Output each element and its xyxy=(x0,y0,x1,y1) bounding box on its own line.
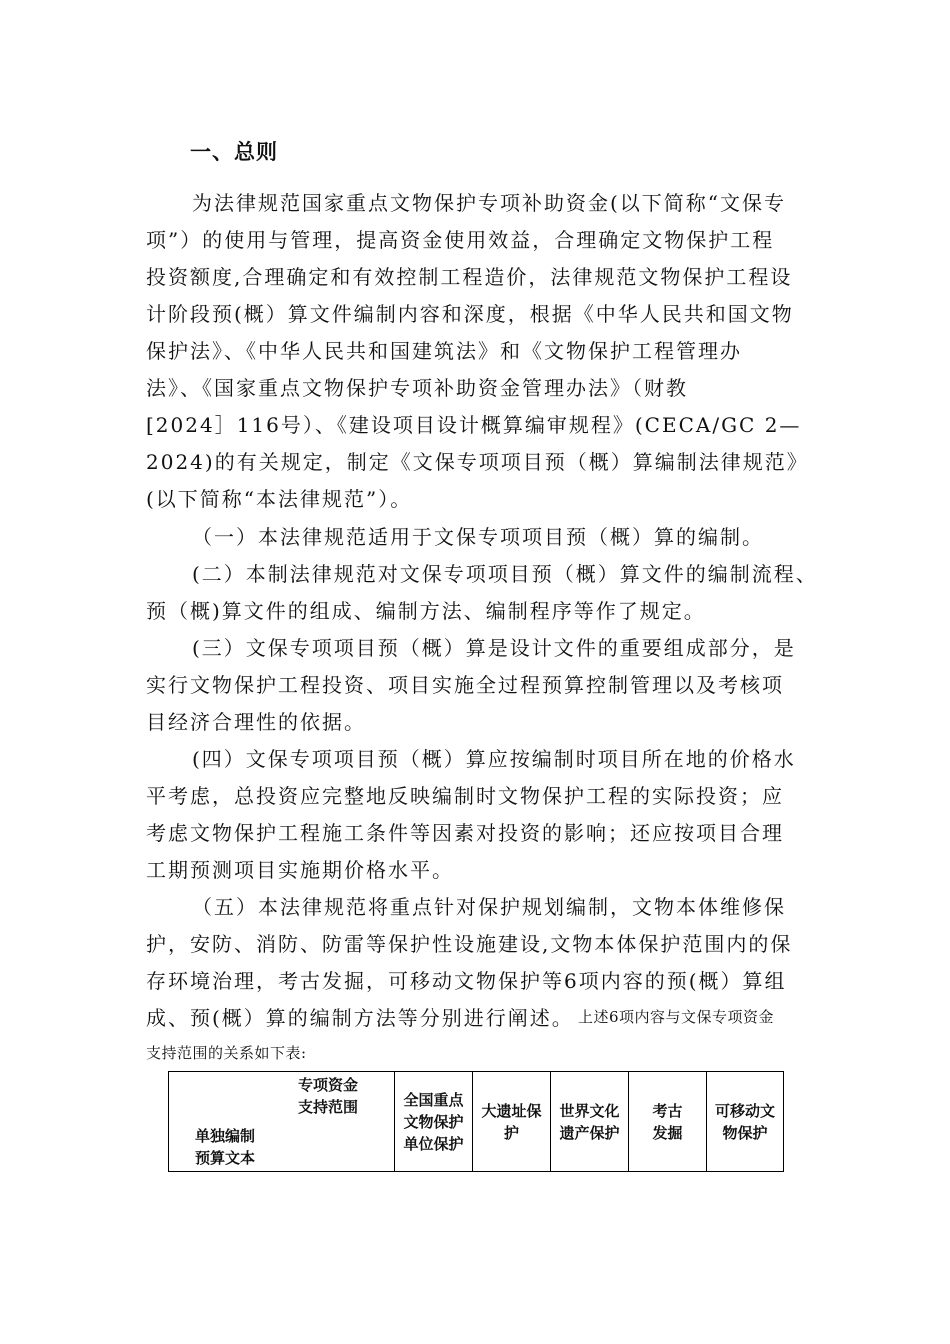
paragraph-line: 成、预(概）算的编制方法等分别进行阐述。 xyxy=(146,1006,574,1030)
funding-scope-table xyxy=(168,1071,784,1172)
paragraph-line: 考虑文物保护工程施工条件等因素对投资的影响；还应按项目合理 xyxy=(146,821,784,845)
section-heading: 一、总则 xyxy=(190,140,278,164)
table-corner-cell xyxy=(169,1072,395,1172)
paragraph-line: 项”）的使用与管理，提高资金使用效益，合理确定文物保护工程 xyxy=(146,228,775,252)
paragraph-line: (二）本制法律规范对文保专项项目预（概）算文件的编制流程、 xyxy=(192,562,818,586)
table-intro: 支持范围的关系如下表: xyxy=(146,1044,307,1062)
paragraph-line: 平考虑，总投资应完整地反映编制时文物保护工程的实际投资；应 xyxy=(146,784,784,808)
table-column-header xyxy=(551,1072,629,1172)
paragraph-line: 为法律规范国家重点文物保护专项补助资金(以下简称“文保专 xyxy=(192,191,787,215)
paragraph-line: 工期预测项目实施期价格水平。 xyxy=(146,858,454,882)
column-label: 大遗址保护 xyxy=(481,1101,542,1142)
table-column-header xyxy=(395,1072,473,1172)
column-label: 考古发掘 xyxy=(652,1101,683,1142)
paragraph-line: [2024］116号）、《建设项目设计概算编审规程》(CECA/GC 2— xyxy=(146,413,802,437)
paragraph-line: 预（概)算文件的组成、编制方法、编制程序等作了规定。 xyxy=(146,599,706,623)
paragraph-line: （一）本法律规范适用于文保专项项目预（概）算的编制。 xyxy=(192,525,764,549)
paragraph-line: (四）文保专项项目预（概）算应按编制时项目所在地的价格水 xyxy=(192,747,796,771)
paragraph-line: 法》、《国家重点文物保护专项补助资金管理办法》（财教 xyxy=(146,376,688,400)
column-label: 可移动文物保护 xyxy=(714,1101,775,1142)
corner-top-label: 专项资金支持范围 xyxy=(298,1076,359,1116)
paragraph-line: 投资额度,合理确定和有效控制工程造价，法律规范文物保护工程设 xyxy=(146,265,793,289)
paragraph-line: （五）本法律规范将重点针对保护规划编制，文物本体维修保 xyxy=(192,895,786,919)
table-column-header xyxy=(473,1072,551,1172)
table-column-header xyxy=(629,1072,707,1172)
paragraph-line: 护，安防、消防、防雷等保护性设施建设,文物本体保护范围内的保 xyxy=(146,932,793,956)
paragraph-line: (以下简称“本法律规范”）。 xyxy=(146,487,413,511)
table-column-header xyxy=(707,1072,784,1172)
paragraph-line: 计阶段预(概）算文件编制内容和深度，根据《中华人民共和国文物 xyxy=(146,302,794,326)
paragraph-line: 2024)的有关规定，制定《文保专项项目预（概）算编制法律规范》 xyxy=(146,450,809,474)
paragraph-line: (三）文保专项项目预（概）算是设计文件的重要组成部分，是 xyxy=(192,636,796,660)
column-label: 全国重点文物保护单位保护 xyxy=(403,1090,464,1153)
inline-note: 上述6项内容与文保专项资金 xyxy=(578,1008,775,1026)
table-header-row xyxy=(169,1072,784,1172)
paragraph-line: 实行文物保护工程投资、项目实施全过程预算控制管理以及考核项 xyxy=(146,673,784,697)
paragraph-line: 目经济合理性的依据。 xyxy=(146,710,366,734)
corner-bottom-label: 单独编制预算文本 xyxy=(195,1127,256,1167)
paragraph-line: 存环境治理，考古发掘，可移动文物保护等6项内容的预(概）算组 xyxy=(146,969,787,993)
column-label: 世界文化遗产保护 xyxy=(559,1101,620,1142)
paragraph-line: 保护法》、《中华人民共和国建筑法》和《文物保护工程管理办 xyxy=(146,339,742,363)
